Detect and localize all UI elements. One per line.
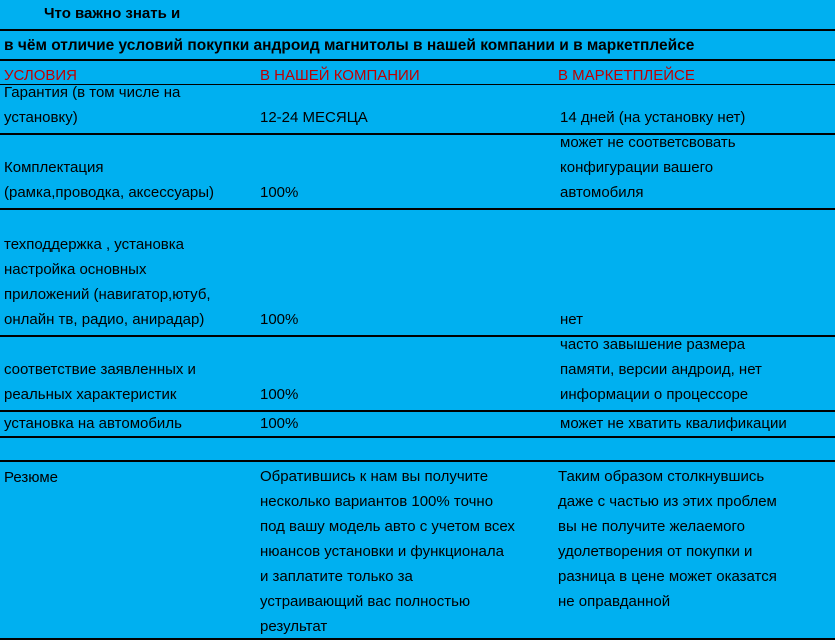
company-cell: 100% [260,184,299,201]
condition-cell: соответствие заявленных и реальных характеристик [4,361,196,403]
marketplace-cell: 14 дней (на установку нет) [560,109,746,126]
marketplace-cell: может не хватить квалификации [560,415,787,432]
condition-cell: Комплектация (рамка,проводка, аксессуары) [4,159,215,201]
summary-company: Обратившись к нам вы получите несколько вариантов 100% точно под вашу модель авто с учетом всех нюансов установки и функционала и заплатите только за устраивающий вас полностью результат [260,468,515,635]
condition-cell: Гарантия (в том числе на установку) [4,84,181,126]
table-row [0,337,835,410]
title-line-1: Что важно знать и [44,5,181,22]
header-company: В НАШЕЙ КОМПАНИИ [260,67,420,84]
header-marketplace: В МАРКЕТПЛЕЙСЕ [558,67,695,84]
title-row-1 [0,0,835,29]
condition-cell: установка на автомобиль [4,415,182,432]
marketplace-cell: нет [560,311,583,328]
company-cell: 100% [260,415,299,432]
title-row-2 [0,31,835,59]
header-conditions: УСЛОВИЯ [4,67,77,84]
company-cell: 100% [260,386,299,403]
table-row [0,412,835,436]
condition-cell: техподдержка , установка настройка основных приложений (навигатор,ютуб, онлайн тв, радио, анирадар) [4,236,211,328]
company-cell: 100% [260,311,299,328]
summary-row [0,462,835,638]
empty-row [0,438,835,460]
summary-marketplace: Таким образом столкнувшись даже с частью из этих проблем вы не получите желаемого удолетворения от покупки и разница в цене может оказатся не оправданной [558,468,777,610]
marketplace-cell: может не соответсвовать конфигурации вашего автомобиля [560,134,736,201]
table-row [0,210,835,335]
table-row [0,135,835,208]
marketplace-cell: часто завышение размера памяти, версии андроид, нет информации о процессоре [560,336,762,403]
company-cell: 12-24 МЕСЯЦА [260,109,368,126]
table-row [0,85,835,133]
summary-label: Резюме [4,469,58,486]
title-line-2: в чём отличие условий покупки андроид магнитолы в нашей компании и в маркетплейсе [4,37,695,54]
